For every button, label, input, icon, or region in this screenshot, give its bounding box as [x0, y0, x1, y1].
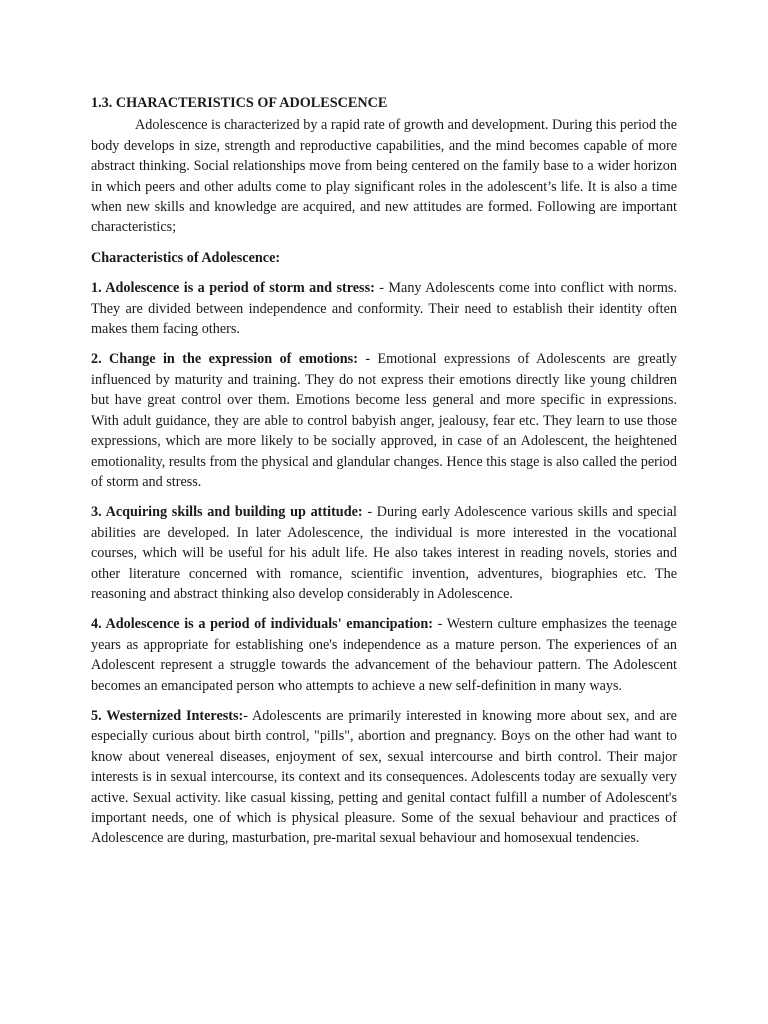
- characteristic-item-4: [91, 614, 677, 696]
- section-heading: 1.3. CHARACTERISTICS OF ADOLESCENCE: [91, 95, 388, 111]
- item-text: - Emotional expressions of Adolescents are greatly influenced by maturity and training. They do not express their emotions directly like young children but have great control over them. Emotions become less general and more specific in expressions. With adult guidance, they are able to control babyish anger, jealousy, fear etc. They learn to use those expressions, which are more likely to be socially approved, in case of an Adolescent, the heightened emotionality, results from the physical and glandular changes. Hence this stage is also called the period of storm and stress.: [91, 351, 677, 490]
- item-text: - During early Adolescence various skills and special abilities are developed. In later Adolescence, the individual is more interested in the vocational courses, which will be useful for his adult life. He also takes interest in reading novels, stories and other literature concerned with romance, scientific invention, adventures, biographies etc. The reasoning and abstract thinking also develop considerably in Adolescence.: [91, 504, 677, 602]
- item-text: - Adolescents are primarily interested in knowing more about sex, and are especially curious about birth control, "pills", abortion and pregnancy. Boys on the other had want to know about venereal diseases, enjoyment of sex, sexual intercourse and birth control. Their major interests is in sexual intercourse, its context and its consequences. Adolescents today are sexually very active. Sexual activity. like casual kissing, petting and genital contact fulfill a number of Adolescent's important needs, one of which is physical pleasure. Some of the sexual behaviour and practices of Adolescence are during, masturbation, pre-marital sexual behaviour and homosexual tendencies.: [91, 707, 677, 847]
- characteristics-subheading: Characteristics of Adolescence:: [91, 249, 281, 266]
- item-text: - Western culture emphasizes the teenage years as appropriate for establishing one's independence as a mature person. The experiences of an Adolescent represent a struggle towards the advancement of the behaviour pattern. The Adolescent becomes an emancipated person who attempts to achieve a new self-definition in many ways.: [91, 616, 677, 694]
- item-lead: 2. Change in the expression of emotions:: [91, 351, 358, 368]
- item-lead: 5. Westernized Interests:: [91, 707, 244, 724]
- item-text: - Many Adolescents come into conflict with norms. They are divided between independence and conformity. Their need to establish their identity often makes them facing others.: [91, 280, 677, 338]
- characteristic-item-2: [91, 349, 677, 492]
- characteristic-item-1: [91, 278, 677, 339]
- document-page: [91, 93, 677, 849]
- characteristic-item-3: [91, 502, 677, 604]
- characteristic-item-5: [91, 706, 677, 849]
- item-lead: 4. Adolescence is a period of individuals' emancipation:: [91, 616, 433, 633]
- item-lead: 1. Adolescence is a period of storm and stress:: [91, 280, 375, 297]
- item-lead: 3. Acquiring skills and building up attitude:: [91, 504, 363, 521]
- intro-paragraph: Adolescence is characterized by a rapid rate of growth and development. During this period the body develops in size, strength and reproductive capabilities, and the mind becomes capable of more abstract thinking. Social relationships move from being centered on the family base to a wider horizon in which peers and other adults come to play significant roles in the adolescent’s life. It is also a time when new skills and knowledge are acquired, and new attitudes are formed. Following are important characteristics;: [91, 117, 677, 236]
